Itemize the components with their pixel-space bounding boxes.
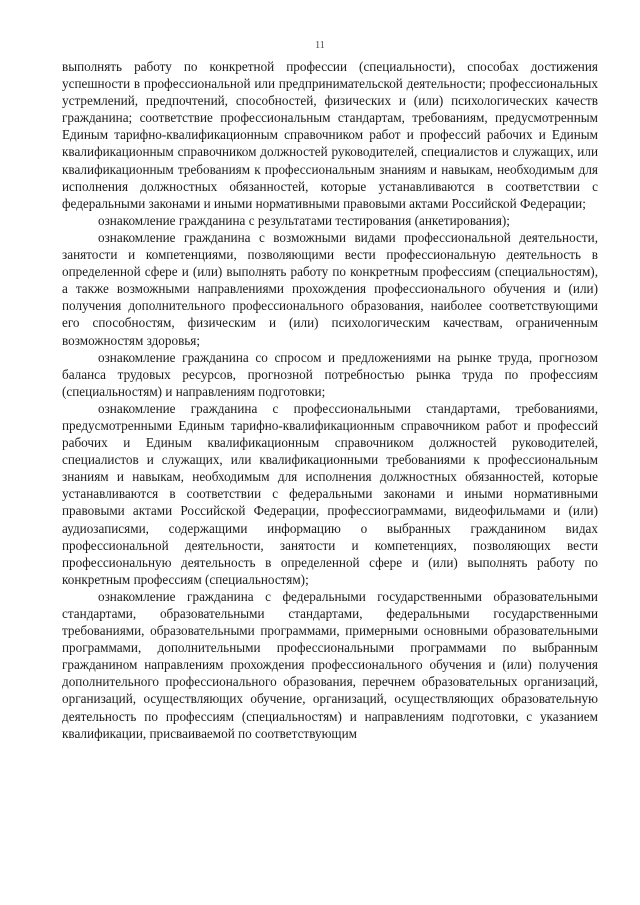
page-number: 11 [315,40,325,51]
paragraph-continuation: выполнять работу по конкретной профессии (специальности), способах достижения успешности в профессиональной или предпринимательской деятельности; профессиональных устремлений, предпочтений, способностей, физических и (или) психологических качеств гражданина; соответствие профессиональным стандартам, требованиям, предусмотренным Единым тарифно-квалификационным справочником работ и профессий рабочих и Единым квалификационным справочником должностей руководителей, специалистов и служащих, или квалификационным требованиям к профессиональным знаниям и навыкам, необходимым для исполнения должностных обязанностей, которые устанавливаются в соответствии с федеральными законами и иными нормативными правовыми актами Российской Федерации; [62,59,598,211]
paragraph-professional-standards: ознакомление гражданина с профессиональными стандартами, требованиями, предусмотренными Единым тарифно-квалификационным справочником работ и профессий рабочих и Единым квалификационным справочником должностей руководителей, специалистов и служащих, или квалификационными требованиями к профессиональным знаниям и навыкам, необходимым для исполнения должностных обязанностей, которые устанавливаются в соответствии с федеральными законами и иными нормативными правовыми актами Российской Федерации, профессиограммами, видеофильмами и (или) аудиозаписями, содержащими информацию о выбранных гражданином видах профессиональной деятельности, занятости и компетенциях, позволяющих вести профессиональную деятельность в определенной сфере и (или) выполнять работу по конкретным профессиям (специальностям); [62,400,598,587]
paragraph-labor-market: ознакомление гражданина со спросом и предложениями на рынке труда, прогнозом баланса трудовых ресурсов, прогнозной потребностью рынка труда по профессиям (специальностям) и направлениям подготовки; [62,349,598,399]
paragraph-test-results: ознакомление гражданина с результатами тестирования (анкетирования); [98,212,510,228]
document-body [62,58,598,742]
paragraph-educational-standards: ознакомление гражданина с федеральными государственными образовательными стандартами, образовательными стандартами, федеральными государственными требованиями, образовательными программами, примерными основными образовательными программами, дополнительными профессиональными программами по выбранным гражданином направлениям прохождения профессионального обучения и (или) получения дополнительного профессионального образования, перечнем образовательных организаций, организаций, осуществляющих обучение, организаций, осуществляющих образовательную деятельность по профессиям (специальностям) и направлениям подготовки, с указанием квалификации, присваиваемой по соответствующим [62,588,598,741]
paragraph-activity-types: ознакомление гражданина с возможными видами профессиональной деятельности, занятости и компетенциями, позволяющими вести профессиональную деятельность в определенной сфере и (или) выполнять работу по конкретным профессиям (специальностям), а также возможными направлениями прохождения профессионального обучения и (или) получения дополнительного профессионального образования, наиболее соответствующими его способностям, физическим и (или) психологическим качествам, ограниченным возможностям здоровья; [62,229,598,348]
